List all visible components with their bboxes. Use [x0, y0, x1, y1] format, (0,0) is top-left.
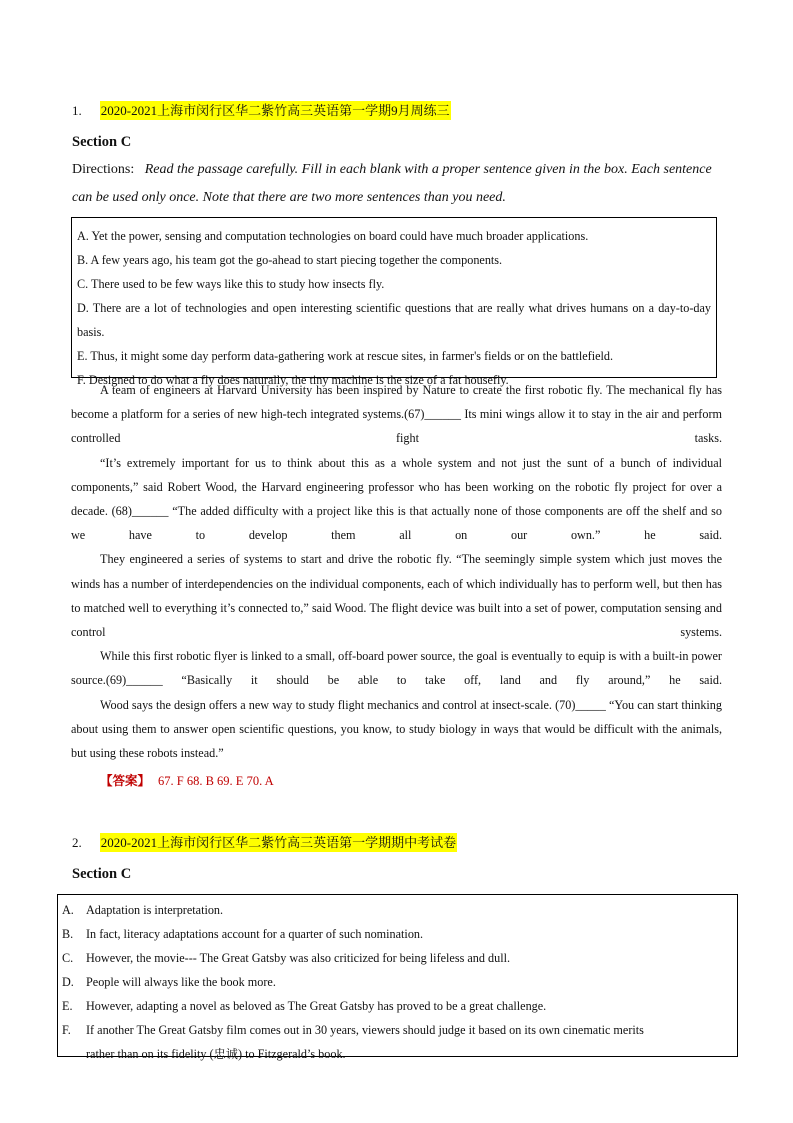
- options-box: [71, 217, 717, 387]
- option-item: F. Designed to do what a fly does naturally, the tiny machine is the size of a fat housefly.: [77, 373, 509, 387]
- answer-text: 67. F 68. B 69. E 70. A: [158, 774, 274, 788]
- passage-paragraph: They engineered a series of systems to start and drive the robotic fly. “The seemingly simple system which just moves the winds has a number of interdependencies on the individual components, each of which individually has to perform well, but then has to matched well to everything it’s connected to,” said Wood. The flight device was built into a set of power, computation sensing and control systems.: [71, 552, 722, 640]
- question-number: 1.: [72, 103, 82, 118]
- passage: [71, 378, 722, 765]
- passage-paragraph: “It’s extremely important for us to think about this as a whole system and not just the sunt of a bunch of individual components,” said Robert Wood, the Harvard engineering professor who has been working on the robotic fly project for over a decade. (68)______ “The added difficulty with a project like this is that actually none of those components are off the shelf and so we have to develop them all on our own.” he said.: [71, 455, 722, 543]
- question-1-header: [72, 100, 451, 119]
- passage-paragraph: A team of engineers at Harvard University has been inspired by Nature to create the first robotic fly. The mechanical fly has become a platform for a series of new high-tech integrated systems.(67)______ Its mini wings allow it to stay in the air and perform controlled fight tasks.: [71, 383, 722, 446]
- question-source: 2020-2021上海市闵行区华二紫竹高三英语第一学期期中考试卷: [100, 835, 457, 850]
- option-item: rather than on its fidelity (忠诚) to Fitzgerald’s book.: [86, 1047, 346, 1061]
- section-title: Section C: [72, 866, 132, 882]
- option-item: C. There used to be few ways like this to study how insects fly.: [77, 277, 385, 291]
- option-item: B. A few years ago, his team got the go-ahead to start piecing together the components.: [77, 253, 503, 267]
- option-item: C. However, the movie--- The Great Gatsby was also criticized for being lifeless and dull.: [62, 951, 511, 965]
- question-number: 2.: [72, 835, 82, 850]
- option-item: D. People will always like the book more.: [62, 975, 276, 989]
- options-box-2: [57, 894, 738, 1061]
- question-2-header: [72, 832, 457, 851]
- answer-line: [100, 771, 274, 790]
- option-item: D. There are a lot of technologies and open interesting scientific questions that are really what drives humans on a day-to-day basis.: [77, 301, 711, 339]
- option-item: E. Thus, it might some day perform data-gathering work at rescue sites, in farmer's fields or on the battlefield.: [77, 349, 614, 363]
- directions-label: Directions:: [72, 162, 135, 177]
- option-item: E. However, adapting a novel as beloved as The Great Gatsby has proved to be a great challenge.: [62, 999, 547, 1013]
- option-item: A. Adaptation is interpretation.: [62, 903, 224, 917]
- question-source: 2020-2021上海市闵行区华二紫竹高三英语第一学期9月周练三: [100, 103, 450, 118]
- passage-paragraph: While this first robotic flyer is linked to a small, off-board power source, the goal is eventually to equip is with a built-in power source.(69)______ “Basically it should be able to take off, land and fly around,” he said.: [71, 649, 722, 688]
- answer-label: 【答案】: [100, 774, 151, 788]
- option-item: F. If another The Great Gatsby film comes out in 30 years, viewers should judge it based on its own cinematic merits: [62, 1023, 644, 1037]
- directions-text: Read the passage carefully. Fill in each blank with a proper sentence given in the box. Each sentence can be used only once. Note that there are two more sentences than you need.: [72, 162, 712, 205]
- option-item: A. Yet the power, sensing and computation technologies on board could have much broader applications.: [77, 229, 589, 243]
- option-item: B. In fact, literacy adaptations account for a quarter of such nomination.: [62, 927, 424, 941]
- passage-paragraph: Wood says the design offers a new way to study flight mechanics and control at insect-scale. (70)_____ “You can start thinking about using them to answer open scientific questions, you know, to study biology in ways that would be difficult with the animals, but using these robots instead.”: [71, 697, 722, 761]
- section-title: Section C: [72, 134, 132, 150]
- directions: [72, 156, 722, 212]
